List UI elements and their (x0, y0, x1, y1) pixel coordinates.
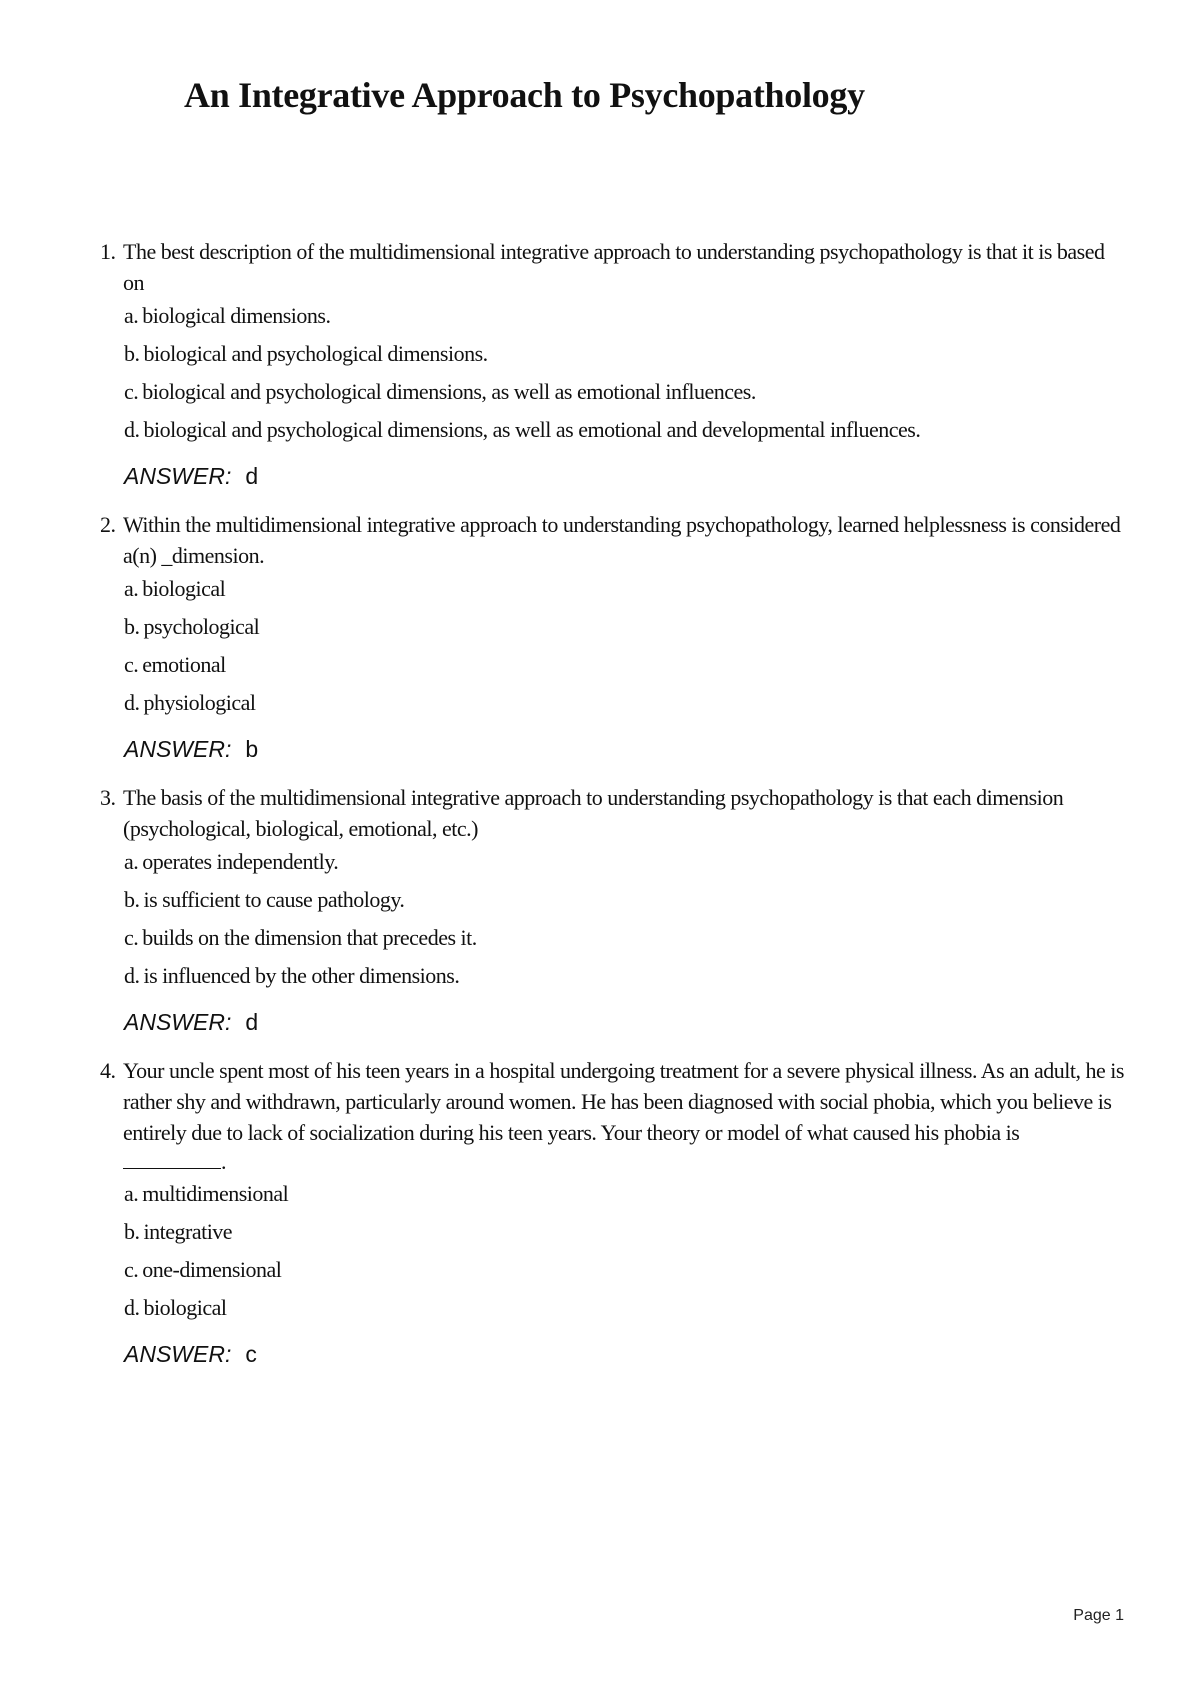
option-d (124, 417, 1130, 455)
option-text: is sufficient to cause pathology. (143, 887, 405, 912)
question-text: The best description of the multidimensional integrative approach to understanding psychopathology is that it is based on (123, 239, 1105, 295)
option-b (124, 614, 1130, 652)
answer-label: ANSWER: (124, 736, 232, 762)
question-3 (100, 782, 1130, 1055)
answer-label: ANSWER: (124, 1341, 232, 1367)
question-stem (100, 1055, 1130, 1148)
question-number: 3. (100, 785, 116, 810)
question-text: Within the multidimensional integrative approach to understanding psychopathology, learned helplessness is considered a(n) _dimension. (123, 512, 1121, 568)
option-b (124, 887, 1130, 925)
option-letter: a. (124, 303, 139, 328)
option-text: is influenced by the other dimensions. (143, 963, 460, 988)
option-letter: b. (124, 1219, 140, 1244)
answer-label: ANSWER: (124, 1009, 232, 1035)
answer-value: d (245, 1009, 259, 1035)
option-text: emotional (142, 652, 226, 677)
question-stem (100, 782, 1130, 844)
option-a (124, 1181, 1130, 1219)
page-number: Page 1 (1073, 1607, 1124, 1624)
page-title: An Integrative Approach to Psychopathology (184, 75, 865, 115)
option-d (124, 963, 1130, 1001)
answer-label: ANSWER: (124, 463, 232, 489)
option-text: builds on the dimension that precedes it. (142, 925, 477, 950)
option-list (100, 849, 1130, 1001)
option-text: biological (142, 576, 226, 601)
option-letter: d. (124, 417, 140, 442)
question-list (100, 236, 1130, 1387)
option-text: biological and psychological dimensions. (143, 341, 488, 366)
question-number: 4. (100, 1058, 116, 1083)
option-a (124, 303, 1130, 341)
option-text: one-dimensional (142, 1257, 282, 1282)
option-c (124, 379, 1130, 417)
option-letter: a. (124, 1181, 139, 1206)
option-text: integrative (143, 1219, 233, 1244)
option-d (124, 690, 1130, 728)
option-letter: b. (124, 887, 140, 912)
question-4 (100, 1055, 1130, 1387)
option-text: multidimensional (142, 1181, 289, 1206)
answer-value: b (245, 736, 259, 762)
option-letter: a. (124, 576, 139, 601)
answer-line (124, 734, 1130, 782)
question-stem (100, 236, 1130, 298)
answer-line (124, 461, 1130, 509)
question-number: 2. (100, 512, 116, 537)
option-text: psychological (143, 614, 260, 639)
question-2 (100, 509, 1130, 782)
question-text: Your uncle spent most of his teen years in a hospital undergoing treatment for a severe physical illness. As an adult, he is rather shy and withdrawn, particularly around women. He has been diagnosed with social phobia, which you believe is entirely due to lack of socialization during his teen years. Your theory or model of what caused his phobia is (123, 1058, 1124, 1145)
option-a (124, 576, 1130, 614)
option-a (124, 849, 1130, 887)
option-text: biological and psychological dimensions, as well as emotional and developmental influences. (143, 417, 921, 442)
option-list (100, 576, 1130, 728)
answer-value: d (245, 463, 259, 489)
option-c (124, 1257, 1130, 1295)
option-d (124, 1295, 1130, 1333)
question-text: The basis of the multidimensional integrative approach to understanding psychopathology is that each dimension (psychological, biological, emotional, etc.) (123, 785, 1064, 841)
option-text: biological and psychological dimensions, as well as emotional influences. (142, 379, 756, 404)
option-c (124, 652, 1130, 690)
option-letter: a. (124, 849, 139, 874)
question-stem (100, 509, 1130, 571)
option-letter: c. (124, 379, 139, 404)
option-letter: c. (124, 925, 139, 950)
answer-value: c (245, 1341, 257, 1367)
option-b (124, 1219, 1130, 1257)
option-list (100, 303, 1130, 455)
answer-line (124, 1339, 1130, 1387)
option-letter: d. (124, 1295, 140, 1320)
option-list (100, 1181, 1130, 1333)
blank-rule (123, 1150, 221, 1169)
option-text: biological (143, 1295, 227, 1320)
option-text: operates independently. (142, 849, 339, 874)
option-letter: c. (124, 1257, 139, 1282)
option-letter: d. (124, 963, 140, 988)
answer-blank (100, 1148, 1130, 1176)
option-text: physiological (143, 690, 256, 715)
question-1 (100, 236, 1130, 509)
option-letter: b. (124, 341, 140, 366)
question-number: 1. (100, 239, 116, 264)
blank-suffix: . (221, 1149, 227, 1174)
option-letter: b. (124, 614, 140, 639)
option-b (124, 341, 1130, 379)
option-letter: d. (124, 690, 140, 715)
option-c (124, 925, 1130, 963)
option-letter: c. (124, 652, 139, 677)
option-text: biological dimensions. (142, 303, 331, 328)
answer-line (124, 1007, 1130, 1055)
